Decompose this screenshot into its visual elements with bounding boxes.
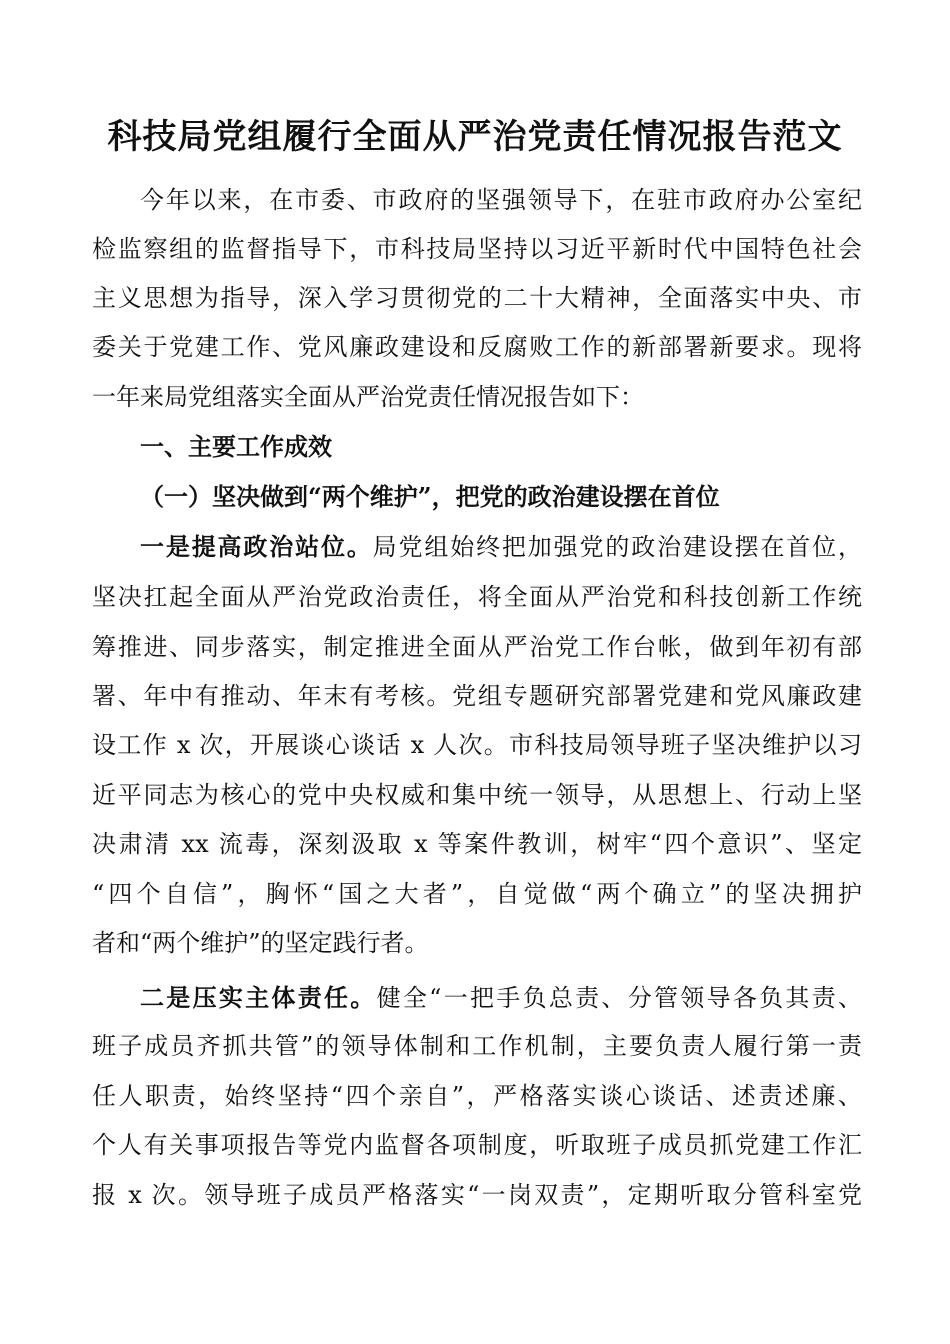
document-title: 科技局党组履行全面从严治党责任情况报告范文 (107, 117, 843, 157)
paragraph-line: 报 x 次。领导班子成员严格落实“一岗双责”，定期听取分管科室党 (92, 1181, 862, 1209)
subsection-heading: （一）坚决做到“两个维护”，把党的政治建设摆在首位 (140, 482, 720, 511)
paragraph-line: 个人有关事项报告等党内监督各项制度，听取班子成员抓党建工作汇 (92, 1131, 862, 1159)
paragraph-line (140, 527, 862, 567)
paragraph-line: 署、年中有推动、年末有考核。党组专题研究部署党建和党风廉政建 (92, 682, 862, 710)
paragraph-line: 者和“两个维护”的坚定践行者。 (92, 929, 429, 957)
intro-line: 一年来局党组落实全面从严治党责任情况报告如下： (92, 383, 644, 411)
intro-line: 今年以来，在市委、市政府的坚强领导下，在驻市政府办公室纪 (140, 186, 862, 214)
intro-line: 检监察组的监督指导下，市科技局坚持以习近平新时代中国特色社会 (92, 235, 862, 263)
paragraph-line: 近平同志为核心的党中央权威和集中统一领导，从思想上、行动上坚 (92, 781, 862, 809)
intro-line: 委关于党建工作、党风廉政建设和反腐败工作的新部署新要求。现将 (92, 333, 862, 361)
paragraph-line: 任人职责，始终坚持“四个亲自”，严格落实谈心谈话、述责述廉、 (92, 1082, 862, 1110)
paragraph-lead: 一是提高政治站位。 (140, 532, 373, 561)
paragraph-line: 筹推进、同步落实，制定推进全面从严治党工作台帐，做到年初有部 (92, 633, 862, 661)
paragraph-text: 局党组始终把加强党的政治建设摆在首位， (372, 533, 863, 561)
paragraph-line: 班子成员齐抓共管”的领导体制和工作机制，主要负责人履行第一责 (92, 1032, 862, 1060)
paragraph-line: 坚决扛起全面从严治党政治责任，将全面从严治党和科技创新工作统 (92, 583, 862, 611)
intro-line: 主义思想为指导，深入学习贯彻党的二十大精神，全面落实中央、市 (92, 284, 862, 312)
paragraph-lead: 二是压实主体责任。 (140, 983, 377, 1012)
paragraph-line (140, 978, 862, 1018)
paragraph-line: 设工作 x 次，开展谈心谈话 x 人次。市科技局领导班子坚决维护以习 (92, 731, 862, 759)
paragraph-line: 决肃清 xx 流毒，深刻汲取 x 等案件教训，树牢“四个意识”、坚定 (92, 830, 862, 858)
paragraph-line: “四个自信”，胸怀“国之大者”，自觉做“两个确立”的坚决拥护 (92, 880, 862, 908)
paragraph-text: 健全“一把手负总责、分管领导各负其责、 (376, 984, 862, 1012)
section-heading: 一、主要工作成效 (140, 433, 332, 461)
